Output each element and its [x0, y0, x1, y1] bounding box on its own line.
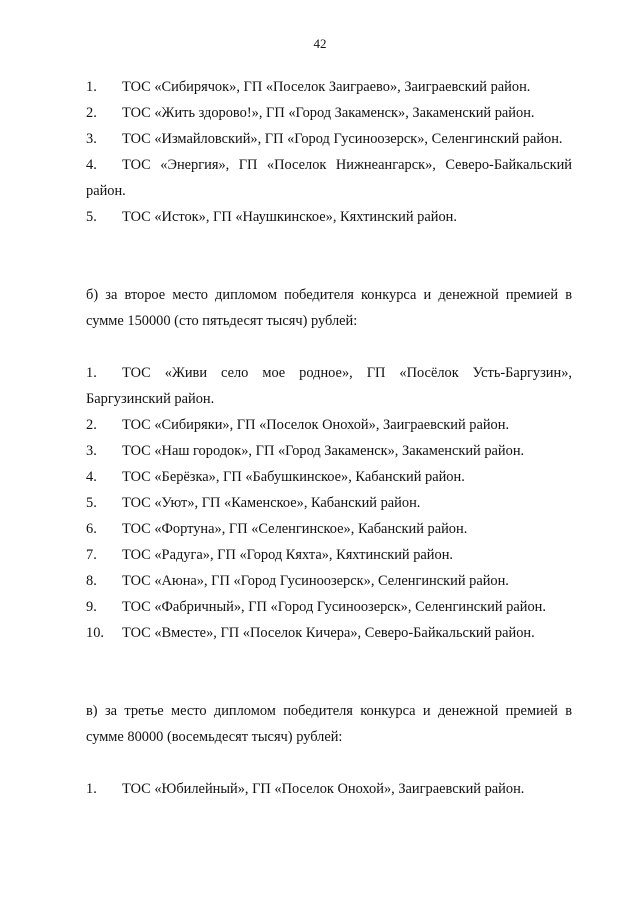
list-item-number: 5.: [86, 209, 97, 225]
third-place-heading: в) за третье место дипломом победителя конкурса и денежной премией в сумме 80000 (восемьдесят тысяч) рублей:: [86, 703, 572, 745]
list-item: [86, 542, 572, 568]
list-item: [86, 776, 572, 802]
list-item-text: ТОС «Измайловский», ГП «Город Гусиноозерск», Селенгинский район.: [122, 131, 563, 147]
list-item-text: ТОС «Живи село мое родное», ГП «Посёлок Усть-Баргузин», Баргузинский район.: [86, 365, 572, 407]
list-item-text: ТОС «Наш городок», ГП «Город Закаменск», Закаменский район.: [122, 443, 525, 459]
list-item-text: ТОС «Фортуна», ГП «Селенгинское», Кабанский район.: [122, 521, 468, 537]
list-item-number: 3.: [86, 131, 97, 147]
list-item: [86, 620, 572, 646]
list-item: [86, 490, 572, 516]
list-item-number: 4.: [86, 469, 97, 485]
list-item: [86, 438, 572, 464]
second-place-heading: б) за второе место дипломом победителя конкурса и денежной премией в сумме 150000 (сто пятьдесят тысяч) рублей:: [86, 287, 572, 329]
list-item: [86, 204, 572, 230]
section-spacer: [86, 230, 572, 282]
list-item-number: 2.: [86, 105, 97, 121]
list-item-number: 6.: [86, 521, 97, 537]
list-item-text: ТОС «Аюна», ГП «Город Гусиноозерск», Селенгинский район.: [122, 573, 509, 589]
list-item: [86, 568, 572, 594]
list-item-number: 8.: [86, 573, 97, 589]
second-place-list: [86, 360, 572, 646]
list-item-text: ТОС «Берёзка», ГП «Бабушкинское», Кабанский район.: [122, 469, 465, 485]
list-item-number: 3.: [86, 443, 97, 459]
list-item-number: 10.: [86, 625, 104, 641]
list-item: [86, 412, 572, 438]
list-item-text: ТОС «Юбилейный», ГП «Поселок Онохой», Заиграевский район.: [122, 781, 525, 797]
list-item-number: 2.: [86, 417, 97, 433]
page-number: 42: [313, 36, 327, 51]
list-item-number: 7.: [86, 547, 97, 563]
list-item: [86, 594, 572, 620]
document-body: [86, 74, 572, 802]
list-item-number: 9.: [86, 599, 97, 615]
list-item-number: 1.: [86, 781, 97, 797]
list-item-text: ТОС «Энергия», ГП «Поселок Нижнеангарск», Северо-Байкальский район.: [86, 157, 572, 199]
list-item: [86, 74, 572, 100]
list-item-number: 4.: [86, 157, 97, 173]
list-item-text: ТОС «Уют», ГП «Каменское», Кабанский район.: [122, 495, 421, 511]
list-item-text: ТОС «Радуга», ГП «Город Кяхта», Кяхтинский район.: [122, 547, 453, 563]
list-item-text: ТОС «Исток», ГП «Наушкинское», Кяхтинский район.: [122, 209, 457, 225]
list-item-text: ТОС «Фабричный», ГП «Город Гусиноозерск», Селенгинский район.: [122, 599, 546, 615]
list-item: [86, 360, 572, 412]
list-item: [86, 100, 572, 126]
list-item: [86, 152, 572, 204]
list-item: [86, 464, 572, 490]
first-place-list: [86, 74, 572, 230]
list-item: [86, 516, 572, 542]
list-item-number: 1.: [86, 365, 97, 381]
list-item-text: ТОС «Сибирячок», ГП «Поселок Заиграево», Заиграевский район.: [122, 79, 531, 95]
section-spacer: [86, 646, 572, 698]
third-place-list: [86, 776, 572, 802]
list-item-text: ТОС «Вместе», ГП «Поселок Кичера», Северо-Байкальский район.: [122, 625, 535, 641]
list-item-text: ТОС «Жить здорово!», ГП «Город Закаменск», Закаменский район.: [122, 105, 535, 121]
list-item: [86, 126, 572, 152]
list-item-text: ТОС «Сибиряки», ГП «Поселок Онохой», Заиграевский район.: [122, 417, 510, 433]
list-item-number: 1.: [86, 79, 97, 95]
section-spacer: [86, 750, 572, 776]
section-spacer: [86, 334, 572, 360]
list-item-number: 5.: [86, 495, 97, 511]
